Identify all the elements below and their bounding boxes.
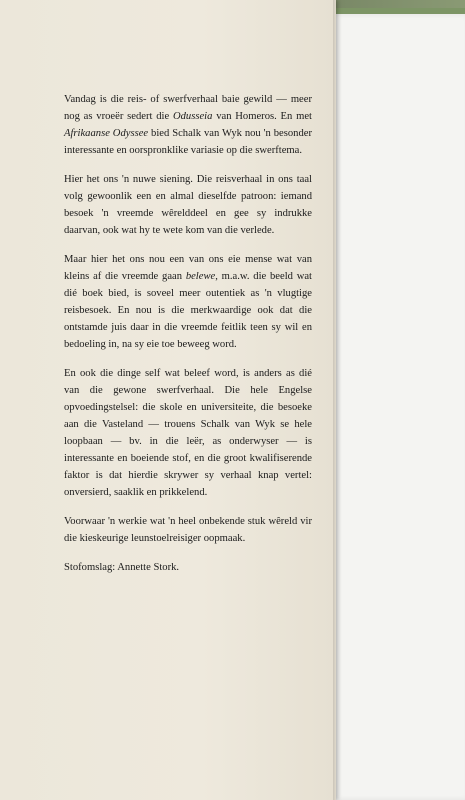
cover-credit: Stofomslag: Annette Stork.	[64, 562, 180, 574]
flap-shadow-edge	[333, 0, 337, 800]
inner-board	[322, 14, 465, 800]
title-odusseia: Odusseia	[172, 110, 213, 122]
word-belewe: belewe	[185, 271, 216, 283]
blurb-paragraph-3: Maar hier het ons nou een van ons eie mense wat van kleins af die vreemde gaan belewe, m.a.w. die beeld wat dié boek bied, is soveel meer outentiek as 'n vlugtige reisbesoek. En nou is die merkwaardige ook dat die ontstamde juis daar in die vreemde feitlik teen sy wil en bedoeling in, na sy eie toe beweeg word.	[64, 254, 312, 350]
title-afrikaanse-odyssee: Afrikaanse Odyssee	[64, 127, 149, 139]
blurb-text	[64, 92, 312, 577]
blurb-paragraph-2: Hier het ons 'n nuwe siening. Die reisverhaal in ons taal volg gewoonlik een en almal dieselfde patroon: iemand besoek 'n vreemde wêrelddeel en gee sy indrukke daarvan, ook wat hy te wete kom van die verlede.	[64, 174, 312, 236]
blurb-paragraph-5: Voorwaar 'n werkie wat 'n heel onbekende stuk wêreld vir die kieskeurige leunstoelreisiger oopmaak.	[64, 515, 312, 544]
blurb-paragraph-1: Vandag is die reis- of swerfverhaal baie gewild — meer nog as vroeër sedert die Odusseia van Homeros. En met Afrikaanse Odyssee bied Schalk van Wyk nou 'n besonder interessante en oorspronklike variasie op die swerftema.	[64, 94, 313, 156]
blurb-paragraph-4: En ook die dinge self wat beleef word, is anders as dié van die gewone swerfverhaal. Die hele Engelse opvoedingstelsel: die skole en universiteite, die besoeke aan die Vasteland — trouens Schalk van Wyk se hele loopbaan — bv. in die leër, as onderwyser — is interessante en boeiende stof, en die groot kwalifiserende faktor is dat hierdie skrywer sy verhaal knap vertel: onversierd, saaklik en prikkelend.	[64, 368, 312, 498]
